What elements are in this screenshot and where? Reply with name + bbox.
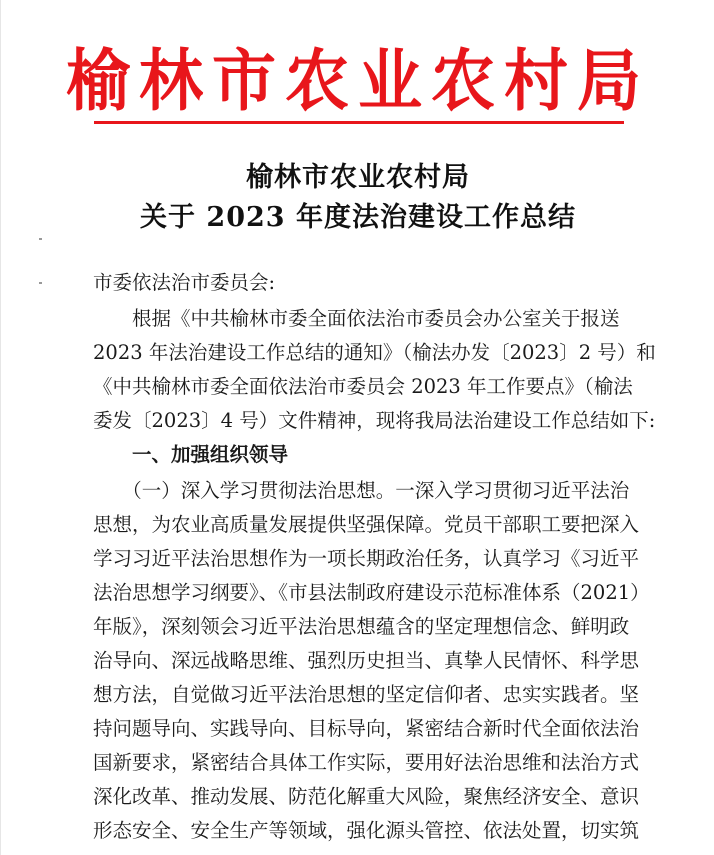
- paragraph-2-line: 思想，为农业高质量发展提供坚强保障。党员干部职工要把深入: [93, 513, 640, 536]
- paragraph-2-line: 形态安全、安全生产等领域，强化源头管控、依法处置，切实筑: [93, 819, 640, 842]
- salutation: 市委依法治市委员会:: [93, 271, 276, 294]
- paragraph-2-line: 持问题导向、实践导向、目标导向，紧密结合新时代全面依法治: [93, 717, 640, 740]
- paragraph-1-line: 根据《中共榆林市委全面依法治市委员会办公室关于报送: [93, 307, 620, 330]
- paragraph-2-line: 学习习近平法治思想作为一项长期政治任务，认真学习《习近平: [93, 547, 640, 570]
- paragraph-2-line: 年版》，深刻领会习近平法治思想蕴含的坚定理想信念、鲜明政: [93, 615, 630, 638]
- paragraph-1-line: 2023 年法治建设工作总结的通知》（榆法办发〔2023〕2 号）和: [93, 341, 656, 364]
- scan-artifact-dot: [39, 282, 42, 284]
- document-title-line-1: 榆林市农业农村局: [246, 162, 470, 193]
- red-divider-line: [94, 121, 624, 124]
- paragraph-2-line: 深化改革、推动发展、防范化解重大风险，聚焦经济安全、意识: [93, 785, 640, 808]
- paragraph-1-line: 《中共榆林市委全面依法治市委员会 2023 年工作要点》（榆法: [93, 375, 633, 398]
- paragraph-2-line: 法治思想学习纲要》、《市县法制政府建设示范标准体系（2021）: [93, 581, 650, 604]
- paragraph-2-line: 想方法，自觉做习近平法治思想的坚定信仰者、忠实实践者。坚: [93, 683, 640, 706]
- paragraph-1-line: 委发〔2023〕4 号）文件精神，现将我局法治建设工作总结如下:: [93, 409, 656, 432]
- section-heading-1: 一、加强组织领导: [132, 443, 289, 466]
- paragraph-2-line: （一）深入学习贯彻法治思想。一深入学习贯彻习近平法治: [93, 479, 630, 502]
- document-title-line-2: 关于 2023 年度法治建设工作总结: [140, 202, 576, 233]
- scan-artifact-dot: [39, 238, 42, 240]
- paragraph-2-line: 治导向、深远战略思维、强烈历史担当、真挚人民情怀、科学思: [93, 649, 640, 672]
- masthead-title: 榆林市农业农村局: [66, 42, 650, 121]
- paragraph-2-line: 国新要求，紧密结合具体工作实际，要用好法治思维和法治方式: [93, 751, 640, 774]
